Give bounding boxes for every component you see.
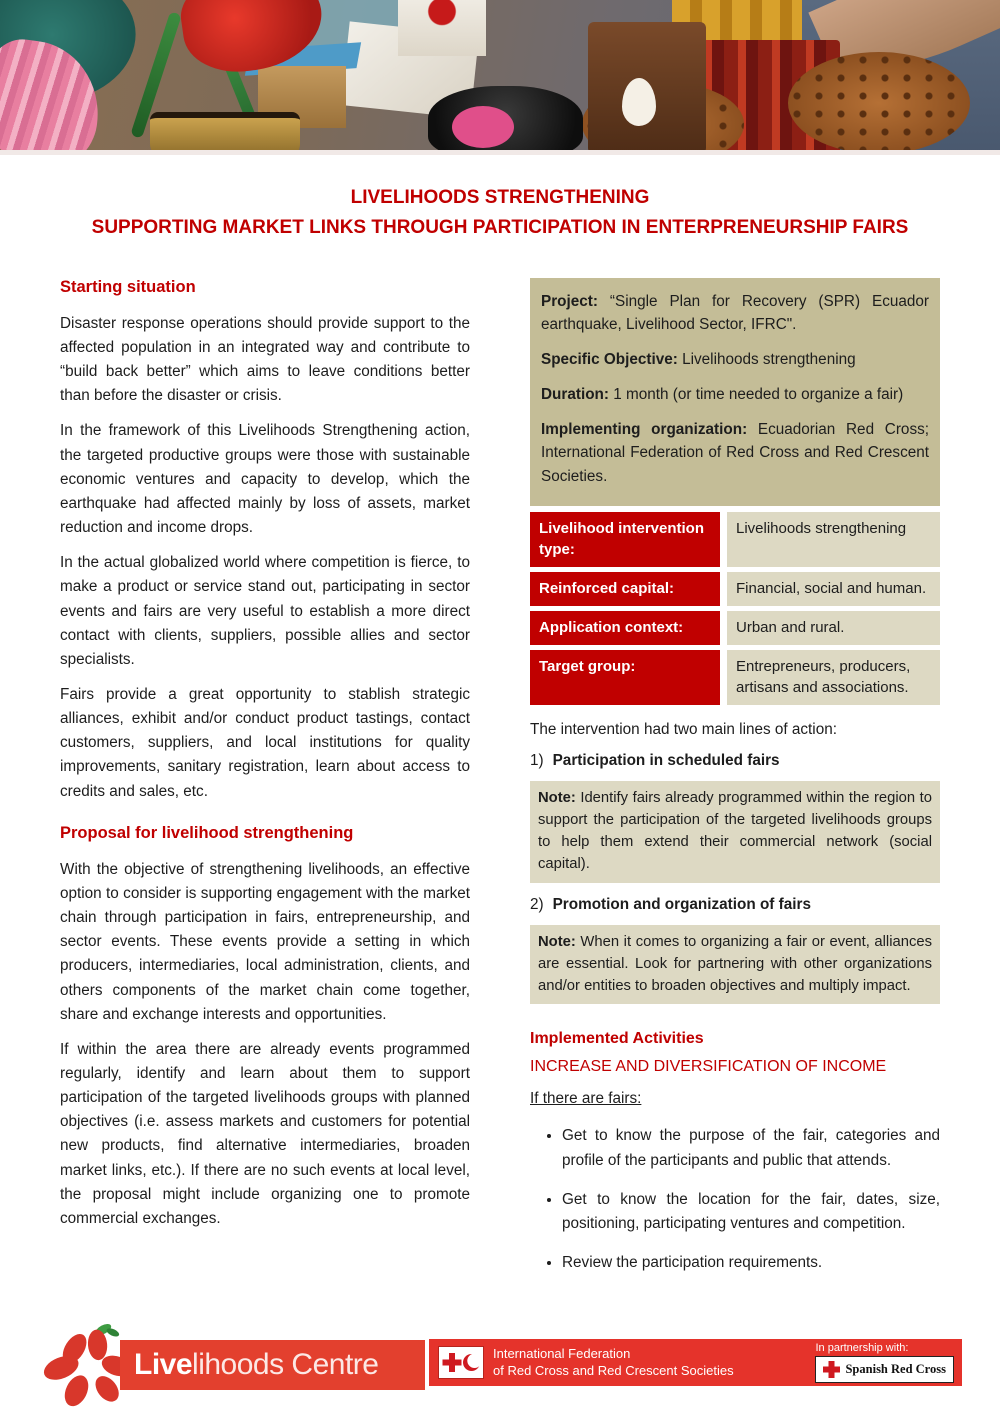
paragraph: Disaster response operations should provide support to the affected population in an integrated way and contribute to “build back better” which aims to leave conditions better than before the disaster or crisis.	[60, 314, 470, 405]
table-row	[530, 572, 940, 606]
table-row-label: Livelihood intervention type:	[530, 512, 720, 568]
activities-bullet-list	[530, 1124, 940, 1275]
action-item-number: 1)	[530, 752, 544, 770]
action-item-number: 2)	[530, 895, 544, 913]
spanish-red-cross-icon	[823, 1361, 840, 1378]
table-row-value: Livelihoods strengthening	[727, 512, 940, 568]
photo-edge-strip	[0, 150, 1000, 155]
photo-shape-candle-tray	[788, 52, 970, 154]
paragraph: Fairs provide a great opportunity to stablish strategic alliances, exhibit and/or conduct product tastings, contact customers, suppliers, and local institutions for quality improvements, sanitary registration, learn about access to credits and sales, etc.	[60, 685, 470, 800]
paragraph: In the framework of this Livelihoods Strengthening action, the targeted productive groups were those with sustainable economic ventures and capacity to develop, which the earthquake had affected mainly by loss of assets, market reduction and income drops.	[60, 422, 470, 537]
page-title-line2: SUPPORTING MARKET LINKS THROUGH PARTICIPATION IN ENTERPRENEURSHIP FAIRS	[91, 217, 909, 239]
project-field-value: Livelihoods strengthening	[677, 351, 856, 369]
project-info-box	[530, 278, 940, 506]
action-item-1	[530, 752, 940, 770]
note-label: Note:	[538, 933, 576, 950]
table-row	[530, 512, 940, 568]
table-row-value: Entrepreneurs, producers, artisans and associations.	[727, 650, 940, 706]
bullet-item: • Get to know the location for the fair, dates, size, positioning, participating ventures and competition.	[562, 1188, 940, 1236]
table-row-label: Target group:	[530, 650, 720, 706]
action-item-label: Participation in scheduled fairs	[552, 752, 780, 770]
page-title-line1: LIVELIHOODS STRENGTHENING	[350, 187, 650, 208]
intervention-table	[530, 512, 940, 706]
content-columns	[0, 278, 1000, 1290]
if-there-are-fairs-label: If there are fairs:	[530, 1090, 642, 1108]
ifrc-wordmark	[493, 1346, 734, 1380]
partnership-block	[815, 1342, 954, 1383]
livelihoods-centre-banner	[120, 1340, 425, 1390]
project-field-label: Duration:	[541, 385, 609, 403]
footer-logos	[0, 1318, 1000, 1410]
note-box-2	[530, 925, 940, 1005]
section-heading-proposal: Proposal for livelihood strengthening	[60, 823, 354, 842]
table-row-value: Financial, social and human.	[727, 572, 940, 606]
project-field	[541, 290, 929, 337]
spanish-red-cross-label: Spanish Red Cross	[845, 1362, 946, 1376]
note-text: When it comes to organizing a fair or event, alliances are essential. Look for partnering with other organizations and/or entities to broaden objectives and multiply impact.	[538, 933, 932, 994]
note-box-1	[530, 781, 940, 883]
livelihoods-centre-wordmark-light: lihoods Centre	[192, 1348, 379, 1381]
spanish-red-cross-box	[815, 1356, 954, 1383]
section-heading-starting-situation: Starting situation	[60, 277, 196, 296]
paragraph: In the actual globalized world where competition is fierce, to make a product or service stand out, participating in sector events and fairs are very useful to establish a more direct contact with clients, suppliers, possible allies and sector specialists.	[60, 554, 470, 668]
paragraph: If within the area there are already events programmed regularly, identify and learn about them to support participation of the targeted livelihoods groups with planned objectives (i.e. assess markets and customers for potential new products, find alternative intermediaries, broaden market links, etc.). If there are no such events at local level, the proposal might include organizing one to promote commercial exchanges.	[60, 1040, 470, 1227]
note-text: Identify fairs already programmed within the region to support the participation of the targeted livelihoods groups to help them extend their commercial network (social capital).	[538, 790, 932, 872]
action-item-2	[530, 896, 940, 914]
project-field	[541, 348, 929, 372]
left-column	[60, 278, 470, 1290]
note-label: Note:	[538, 790, 576, 807]
livelihoods-centre-wordmark-bold: Live	[134, 1348, 193, 1381]
table-row-label: Application context:	[530, 611, 720, 645]
bullet-item: • Review the participation requirements.	[562, 1251, 940, 1275]
lines-of-action-intro: The intervention had two main lines of action:	[530, 721, 837, 739]
paragraph: With the objective of strengthening livelihoods, an effective option to consider is supporting engagement with the market chain through participation in fairs, entrepreneurship, and sector events. These events provide a setting in which producers, intermediaries, local administration, clients, and others components of the market chain come together, share and exchange interests and opportunities.	[60, 860, 470, 1023]
project-field-label: Specific Objective:	[541, 351, 678, 369]
right-column	[530, 278, 940, 1290]
action-item-label: Promotion and organization of fairs	[552, 895, 811, 913]
header-photo-collage	[0, 0, 1000, 155]
partnership-label: In partnership with:	[815, 1342, 909, 1354]
table-row-label: Reinforced capital:	[530, 572, 720, 606]
table-row	[530, 650, 940, 706]
table-row	[530, 611, 940, 645]
ifrc-wordmark-line2: of Red Cross and Red Crescent Societies	[493, 1362, 734, 1378]
bullet-item: • Get to know the purpose of the fair, categories and profile of the participants and public that attends.	[562, 1124, 940, 1172]
implemented-activities-heading: Implemented Activities	[530, 1030, 704, 1048]
photo-shape-vase	[150, 112, 300, 155]
photo-shape-pink-craft	[452, 106, 514, 148]
project-field-value: Ecuadorian Red Cross; International Federation of Red Cross and Red Crescent Societies.	[541, 420, 929, 485]
income-diversification-subheading: INCREASE AND DIVERSIFICATION OF INCOME	[530, 1058, 887, 1076]
table-row-value: Urban and rural.	[727, 611, 940, 645]
project-field-label: Implementing organization:	[541, 420, 748, 438]
project-field-label: Project:	[541, 292, 598, 310]
project-field	[541, 418, 929, 489]
red-cross-red-crescent-icon	[438, 1346, 484, 1379]
ifrc-wordmark-line1: International Federation	[493, 1345, 631, 1361]
ifrc-banner	[429, 1339, 962, 1386]
photo-shape-gift-box	[398, 0, 486, 56]
page-title	[0, 183, 1000, 244]
project-field-value: 1 month (or time needed to organize a fair)	[608, 385, 904, 403]
project-field	[541, 383, 929, 407]
project-field-value: “Single Plan for Recovery (SPR) Ecuador earthquake, Livelihood Sector, IFRC".	[541, 292, 929, 334]
